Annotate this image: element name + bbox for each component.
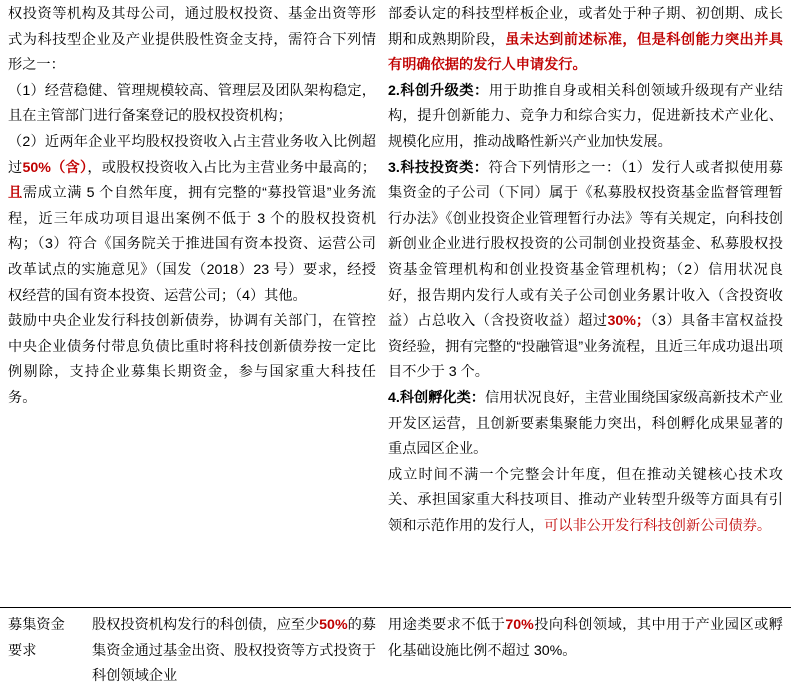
- text-run: 信用状况良好，主营业围绕国家级高新技术产业开发区运营，且创新要素集聚能力突出，科创孵化成果显著的重点园区企业。: [388, 389, 783, 458]
- text-run: 3.科技投资类：: [388, 159, 489, 176]
- paragraph: [388, 2, 783, 79]
- text-run: （1）经营稳健、管理规模较高、管理层及团队架构稳定，且在主管部门进行备案登记的股权投资机构；: [8, 82, 376, 125]
- text-run: 权投资等机构及其母公司，通过股权投资、基金出资等形式为科技型企业及产业提供股性资金支持，需符合下列情形之一：: [8, 6, 376, 74]
- text-run: 用途类要求不低于: [388, 617, 506, 633]
- text-run: 用于助推自身或相关科创领域升级现有产业结构，提升创新能力、竞争力和综合实力，促进新技术产业化、规模化应用，推动战略性新兴产业加快发展。: [388, 82, 783, 150]
- row-middle-cell: [88, 608, 382, 685]
- text-run: 成立时间不满一个完整会计年度，但在推动关键核心技术攻关、承担国家重大科技项目、推动产业转型升级等方面具有引领和示范作用的发行人，: [388, 466, 783, 534]
- text-run: 50%（含）: [22, 159, 88, 176]
- text-run: ，或股权投资收入占比为主营业务中最高的；: [87, 159, 376, 176]
- paragraph: [8, 130, 376, 309]
- text-run: 股权投资机构发行的科创债，应至少: [92, 617, 320, 633]
- row-label-cell: [0, 608, 88, 659]
- right-column: [382, 2, 791, 539]
- paragraph: [8, 2, 376, 79]
- paragraph: [388, 79, 783, 156]
- row-label-line: 募集资金: [8, 617, 65, 633]
- text-run: 鼓励中央企业发行科技创新债券，协调有关部门，在管控中央企业债务付带息负债比重时将科技创新债券按一定比例剔除，支持企业募集长期资金，参与国家重大科技任务。: [8, 313, 376, 406]
- text-run: 部委认定的科技型样板企业，或者处于种子期、初创期、成长期和成熟期阶段，: [388, 6, 783, 48]
- paragraph: [388, 386, 783, 463]
- table-row: [0, 607, 791, 685]
- text-run: 50%: [319, 617, 348, 633]
- text-run: 虽未达到前述标准，但是科创能力突出并具有明确依据的发行人申请发行。: [388, 31, 783, 74]
- text-run: 2.科创升级类：: [388, 82, 489, 99]
- text-run: 且: [8, 185, 23, 202]
- text-run: （3）具备丰富权益投资经验，拥有完整的“投融管退”业务流程，且近三年成功退出项目不少于 3 个。: [388, 313, 783, 381]
- row-right-cell: [382, 608, 791, 659]
- left-column: [0, 2, 382, 412]
- text-run: 的募集资金通过基金出资、股权投资等方式投资于科创领域企业: [92, 617, 376, 685]
- text-run: 符合下列情形之一：（1）发行人或者拟使用募集资金的子公司（下同）属于《私募股权投资基金监督管理暂行办法》《创业投资企业管理暂行办法》等有关规定，向科技创新创业企业进行股权投资的公司制创业投资基金、私募股权投资基金管理机构和创业投资基金管理机构；（2）信用状况良好，报告期内发行人或有关子公司创业务累计收入（含投资收益）占总收入（含投资收益）超过: [388, 159, 783, 330]
- paragraph: [388, 463, 783, 540]
- text-run: 投向科创领域，其中用于产业园区或孵化基础设施比例不超过 30%。: [388, 617, 783, 659]
- row-label-line: 要求: [8, 642, 37, 659]
- text-run: 70%: [505, 617, 534, 633]
- text-run: 30%；: [607, 313, 651, 330]
- text-run: 可以非公开发行科技创新公司债券。: [544, 517, 772, 534]
- paragraph: [388, 156, 783, 386]
- paragraph: [8, 79, 376, 130]
- text-run: 需成立满 5 个自然年度，拥有完整的“募投管退”业务流程，近三年成功项目退出案例不低于 3 个的股权投资机构；（3）符合《国务院关于推进国有资本投资、运营公司改革试点的实施意见》（国发（2018）23 号）要求，经授权经营的国有资本投资、运营公司；（4）其他。: [8, 185, 376, 304]
- text-run: 4.科创孵化类：: [388, 389, 485, 406]
- paragraph: [8, 309, 376, 411]
- text-run: （2）近两年企业平均股权投资收入占主营业务收入比例超过: [8, 133, 376, 176]
